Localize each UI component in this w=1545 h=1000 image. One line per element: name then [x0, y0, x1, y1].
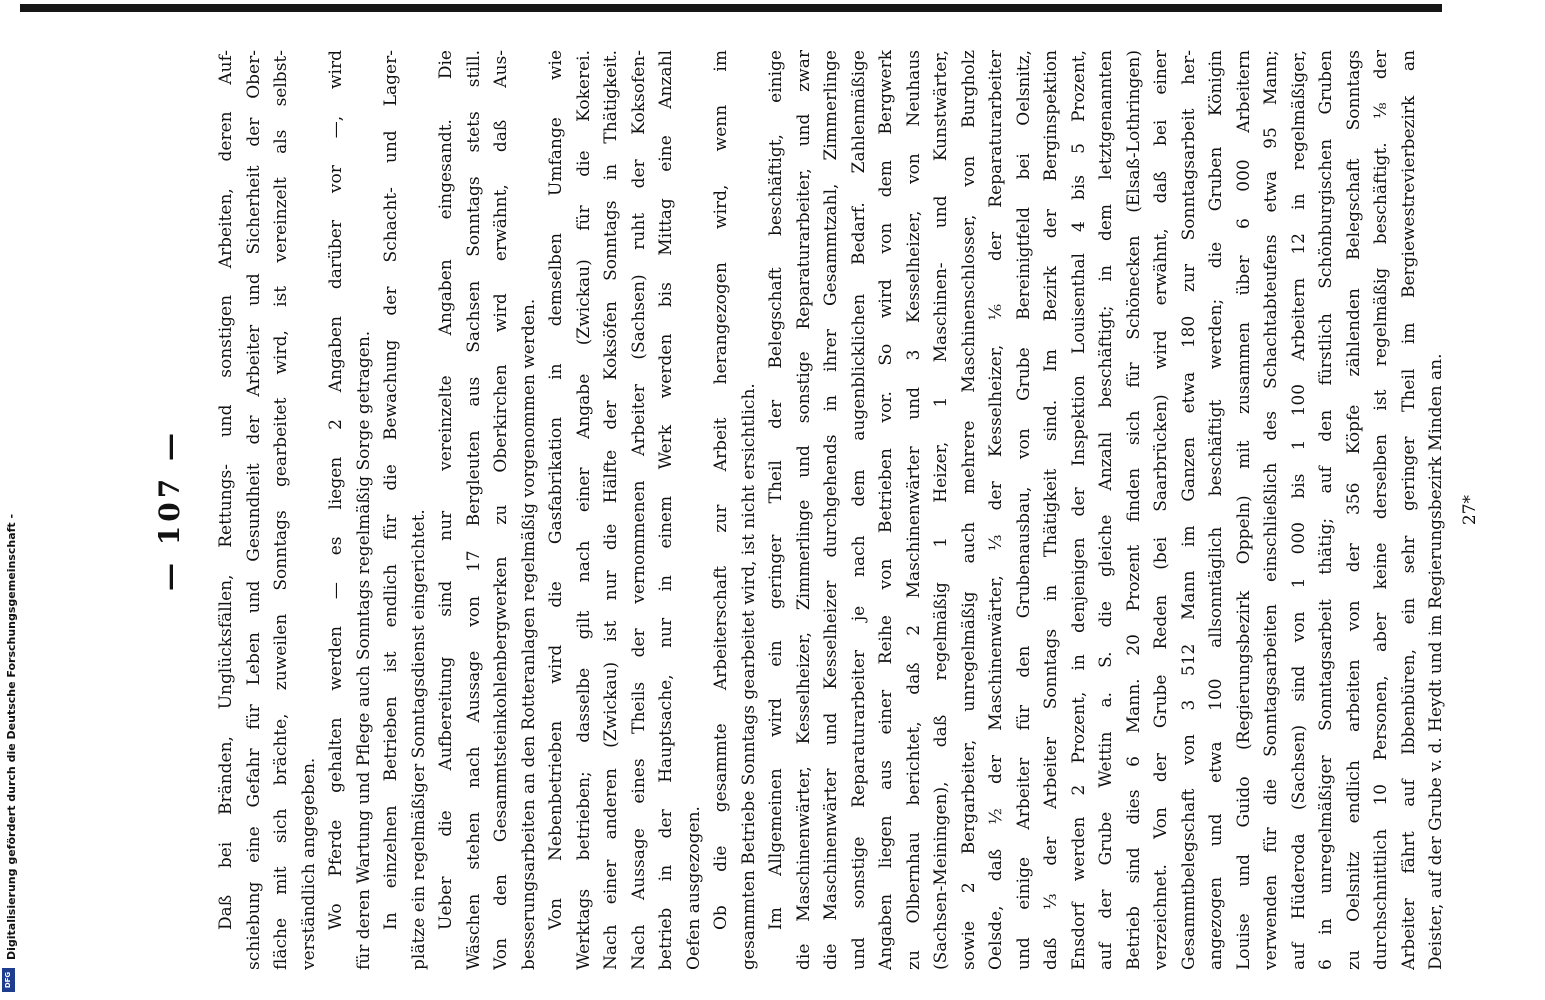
text-line: auf der Grube Wettin a. S. die gleiche Anzahl beschäftigt; in dem letztgenannten — [1096, 50, 1116, 970]
text-line: verzeichnet. Von der Grube Reden (bei Saarbrücken) wird erwähnt, daß bei einer — [1151, 50, 1171, 970]
text-line: betrieb in der Hauptsache, nur in einem Werk werden bis Mittag eine Anzahl — [656, 50, 676, 970]
text-line: verständlich angegeben. — [298, 757, 319, 970]
footer-credit-strip — [0, 0, 30, 1000]
text-line: Wo Pferde gehalten werden — es liegen 2 Angaben darüber vor —, wird — [326, 50, 346, 930]
text-line: Ueber die Aufbereitung sind nur vereinzelte Angaben eingesandt. Die — [436, 50, 456, 930]
text-line: zu Oelsnitz endlich arbeiten von der 356 Köpfe zählenden Belegschaft Sonntags — [1343, 50, 1364, 970]
scanned-page — [145, 30, 1480, 990]
text-line: Ob die gesammte Arbeiterschaft zur Arbeit herangezogen wird, wenn im — [711, 50, 731, 930]
text-line: Deister, auf der Grube v. d. Heydt und im Regierungsbezirk Minden an. — [1426, 353, 1446, 970]
text-line: durchschnittlich 10 Personen, aber keine derselben ist regelmäßig beschäftigt. ⅛ der — [1371, 50, 1391, 970]
signature-mark: 27* — [1459, 494, 1480, 526]
text-line: die Maschinenwärter, Kesselheizer, Zimmerlinge und sonstige Reparaturarbeiter, und zwar — [793, 50, 814, 970]
text-line: Betrieb sind dies 6 Mann. 20 Prozent finden sich für Schönecken (Elsaß-Lothringen) — [1123, 50, 1144, 970]
text-line: Nach einer anderen (Zwickau) ist nur die Hälfte der Koksöfen Sonntags in Thätigkeit. — [601, 50, 621, 970]
dfg-logo-text: DFG — [4, 971, 13, 989]
text-line: Im Allgemeinen wird ein geringer Theil der Belegschaft beschäftigt, einige — [766, 50, 786, 930]
text-line: zu Olbernhau berichtet, daß 2 Maschinenwärter und 3 Kesselheizer, von Neuhaus — [903, 50, 924, 970]
text-line: Oelsde, daß ½ der Maschinenwärter, ⅓ der Kesselheizer, ⅙ der Reparaturarbeiter — [986, 50, 1006, 970]
text-line: (Sachsen-Meiningen), daß regelmäßig 1 Heizer, 1 Maschinen- und Kunstwärter, — [931, 50, 951, 970]
text-line: 6 in unregelmäßiger Sonntagsarbeit thätig; auf den fürstlich Schönburgischen Gruben — [1316, 50, 1336, 970]
text-line: die Maschinenwärter und Kesselheizer durchgehends in ihrer Gesammtzahl, Zimmerlinge — [821, 50, 841, 970]
text-line: Von Nebenbetrieben wird die Gasfabrikation in demselben Umfange wie — [546, 50, 566, 930]
text-line: Arbeiter fährt auf Ibbenbüren, ein sehr geringer Theil im Bergiewestrevierbezirk an — [1398, 50, 1419, 970]
text-line: angezogen und etwa 100 allsonntäglich beschäftigt werden; die Gruben Königin — [1206, 50, 1226, 970]
dfg-logo — [2, 968, 15, 992]
text-line: besserungsarbeiten an den Rotteranlagen regelmäßig vorgenommen werden. — [518, 298, 539, 970]
text-line: In einzelnen Betrieben ist endlich für die Bewachung der Schacht- und Lager- — [381, 50, 401, 930]
text-line: daß ⅓ der Arbeiter Sonntags in Thätigkeit sind. Im Bezirk der Berginspektion — [1041, 50, 1061, 970]
text-line: fläche mit sich brächte, zuweilen Sonntags gearbeitet wird, ist vereinzelt als selbst- — [271, 50, 291, 970]
text-line: Gesammtbelegschaft von 3 512 Mann im Ganzen etwa 180 zur Sonntagsarbeit her- — [1178, 50, 1199, 970]
text-line: Angaben liegen aus einer Reihe von Betrieben vor. So wird von dem Bergwerk — [876, 50, 896, 970]
text-line: Von den Gesammtsteinkohlenbergwerken zu Oberkirchen wird erwähnt, daß Aus- — [491, 50, 511, 970]
text-line: Werktags betrieben; dasselbe gilt nach einer Angabe (Zwickau) für die Kokerei. — [573, 50, 594, 970]
top-rule — [20, 4, 1442, 12]
text-line: Wäschen stehen nach Aussage von 17 Bergleuten aus Sachsen Sonntags stets still. — [463, 50, 484, 970]
text-line: für deren Wartung und Pflege auch Sonntags regelmäßig Sorge getragen. — [353, 330, 374, 970]
text-line: Ensdorf werden 2 Prozent, in denjenigen der Inspektion Louisenthal 4 bis 5 Prozent, — [1068, 50, 1089, 970]
text-line: Oefen ausgezogen. — [683, 806, 704, 970]
text-line: und sonstige Reparaturarbeiter je nach dem augenblicklichen Bedarf. Zahlenmäßige — [848, 50, 869, 970]
text-line: plätze ein regelmäßiger Sonntagsdienst eingerichtet. — [408, 509, 429, 970]
footer-credit: Digitalisierung gefördert durch die Deutsche Forschungsgemeinschaft - — [5, 513, 18, 960]
page-number: — 107 — — [153, 429, 186, 591]
body-text — [145, 30, 1480, 990]
rotated-page-content — [145, 30, 1480, 990]
text-line: schiebung eine Gefahr für Leben und Gesundheit der Arbeiter und Sicherheit der Ober- — [243, 50, 264, 970]
text-line: auf Hüderoda (Sachsen) sind von 1 000 bis 1 100 Arbeitern 12 in regelmäßiger, — [1288, 50, 1309, 970]
text-line: und einige Arbeiter für den Grubenausbau, von Grube Bereinigtfeld bei Oelsnitz, — [1013, 50, 1034, 970]
text-line: Nach Aussage eines Theils der vernommenen Arbeiter (Sachsen) ruht der Koksofen- — [628, 50, 649, 970]
text-line: gesammten Betriebe Sonntags gearbeitet wird, ist nicht ersichtlich. — [738, 383, 759, 970]
text-line: Daß bei Bränden, Unglücksfällen, Rettungs- und sonstigen Arbeiten, deren Auf- — [216, 50, 236, 930]
text-line: Louise und Guido (Regierungsbezirk Oppeln) mit zusammen über 6 000 Arbeitern — [1233, 50, 1254, 970]
text-line: sowie 2 Bergarbeiter, unregelmäßig auch mehrere Maschinenschlosser, von Burgholz — [958, 50, 979, 970]
text-line: verwenden für die Sonntagsarbeiten einschließlich des Schachtabteufens etwa 95 Mann; — [1261, 50, 1281, 970]
